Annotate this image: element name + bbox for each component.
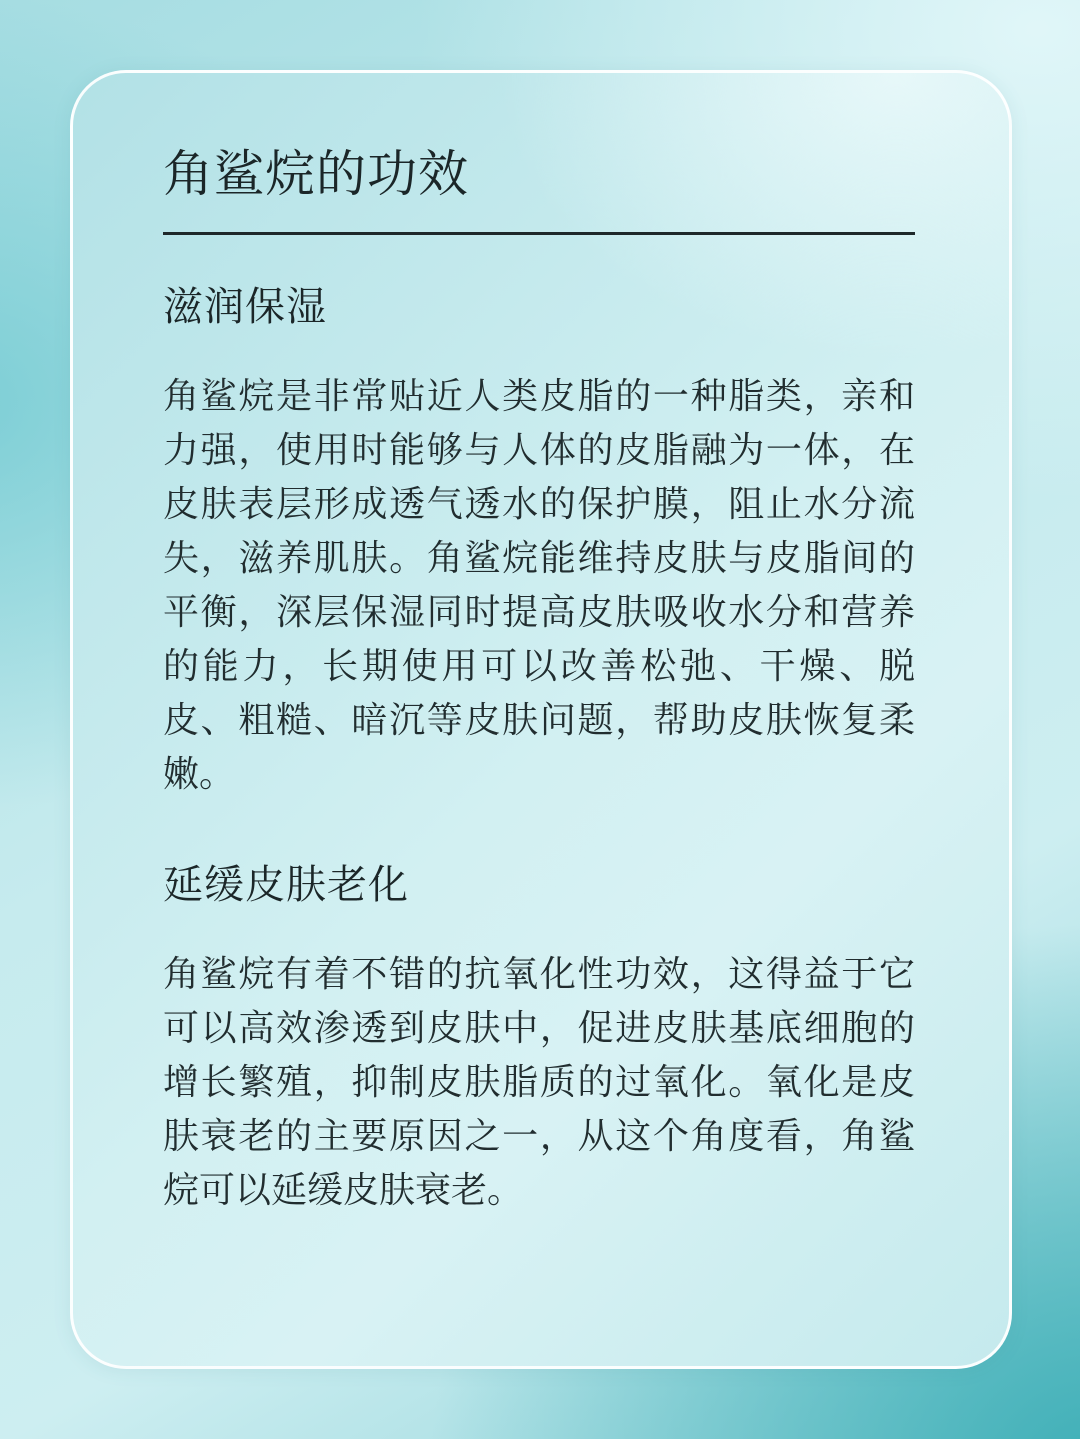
card-title: 角鲨烷的功效 bbox=[163, 146, 469, 202]
section-body-anti-aging: 角鲨烷有着不错的抗氧化性功效，这得益于它可以高效渗透到皮肤中，促进皮肤基底细胞的增长繁殖，抑制皮肤脂质的过氧化。氧化是皮肤衰老的主要原因之一，从这个角度看，角鲨烷可以延缓皮肤衰老。 bbox=[163, 953, 915, 1210]
section-heading-moisturizing: 滋润保湿 bbox=[163, 285, 327, 329]
section-heading-anti-aging: 延缓皮肤老化 bbox=[163, 863, 409, 907]
section-body-moisturizing: 角鲨烷是非常贴近人类皮脂的一种脂类，亲和力强，使用时能够与人体的皮脂融为一体，在皮肤表层形成透气透水的保护膜，阻止水分流失，滋养肌肤。角鲨烷能维持皮肤与皮脂间的平衡，深层保湿同时提高皮肤吸收水分和营养的能力，长期使用可以改善松弛、干燥、脱皮、粗糙、暗沉等皮肤问题，帮助皮肤恢复柔嫩。 bbox=[163, 375, 915, 794]
info-card bbox=[70, 70, 1012, 1369]
title-underline-rule bbox=[163, 232, 915, 235]
